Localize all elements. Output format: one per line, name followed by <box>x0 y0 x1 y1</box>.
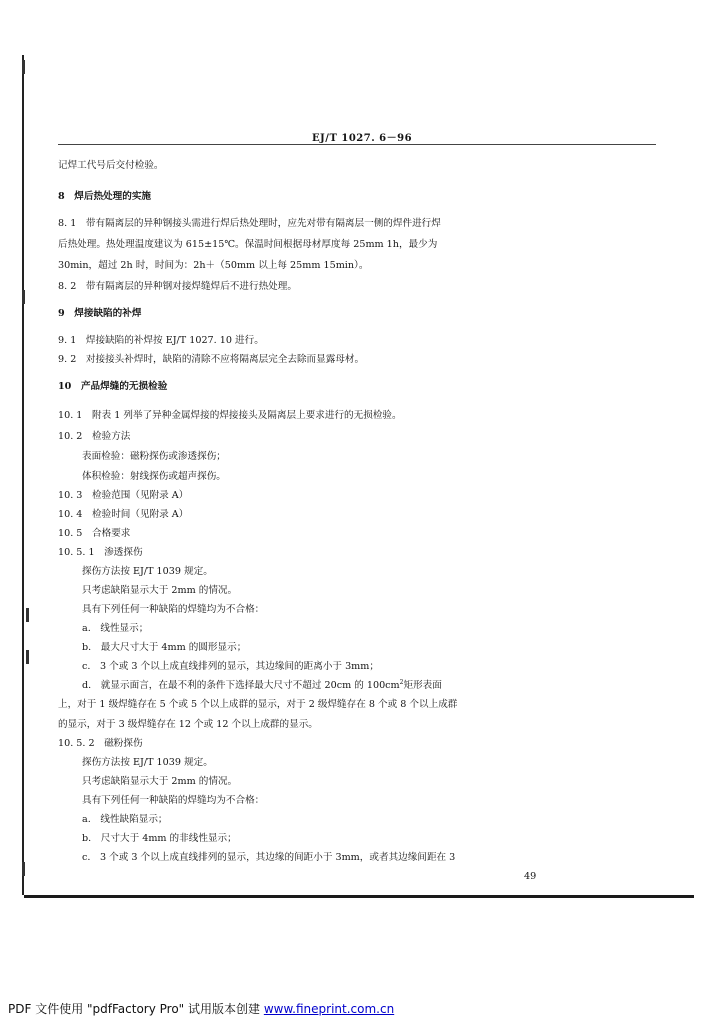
pdf-footer <box>8 1000 394 1017</box>
body-line: 30min，超过 2h 时，时间为：2h＋（50mm 以上每 25mm 15min）。 <box>58 260 369 271</box>
scan-mark <box>26 650 29 664</box>
list-item-b: b. 最大尺寸大于 4mm 的圆形显示； <box>82 642 247 653</box>
footer-link[interactable]: www.fineprint.com.cn <box>263 1002 395 1016</box>
list-item-d-text-end: 矩形表面 <box>403 680 442 691</box>
section-heading-9: 9 焊接缺陷的补焊 <box>58 308 142 319</box>
standard-number: EJ/T 1027. 6－96 <box>311 133 413 144</box>
header-rule <box>58 144 656 145</box>
list-item-d-text: d. 就显示面言，在最不利的条件下选择最大尺寸不超过 20cm 的 100cm <box>82 680 400 691</box>
list-item-c: c. 3 个或 3 个以上成直线排列的显示，其边缘的间距小于 3mm，或者其边缘间距在 3 <box>82 852 456 863</box>
body-line: 10. 4 检验时间（见附录 A） <box>58 509 189 520</box>
scan-mark <box>22 862 25 876</box>
body-line: 10. 1 附表 1 列举了异种金属焊接的焊接接头及隔离层上要求进行的无损检验。 <box>58 410 402 421</box>
body-line: 的显示，对于 3 级焊缝存在 12 个或 12 个以上成群的显示。 <box>58 719 318 730</box>
footer-text: PDF 文件使用 "pdfFactory Pro" 试用版本创建 <box>8 1002 264 1016</box>
body-line: 9. 2 对接接头补焊时，缺陷的清除不应将隔离层完全去除而显露母材。 <box>58 354 365 365</box>
body-line: 10. 3 检验范围（见附录 A） <box>58 490 189 501</box>
list-item-c: c. 3 个或 3 个以上成直线排列的显示，其边缘间的距离小于 3mm； <box>82 661 379 672</box>
body-line: 具有下列任何一种缺陷的焊缝均为不合格： <box>82 604 265 615</box>
body-line: 10. 5 合格要求 <box>58 528 131 539</box>
body-line: 只考虑缺陷显示大于 2mm 的情况。 <box>82 776 238 787</box>
body-line: 只考虑缺陷显示大于 2mm 的情况。 <box>82 585 238 596</box>
body-line: 体积检验：射线探伤或超声探伤。 <box>82 471 226 482</box>
superscript-2: 2 <box>399 678 404 686</box>
page-bottom-edge <box>24 895 694 898</box>
page-left-edge <box>22 55 24 895</box>
body-line: 探伤方法按 EJ/T 1039 规定。 <box>82 566 213 577</box>
body-line: 记焊工代号后交付检验。 <box>58 160 164 171</box>
body-line: 10. 5. 1 渗透探伤 <box>58 547 143 558</box>
body-line: 8. 1 带有隔离层的异种钢接头需进行焊后热处理时，应先对带有隔离层一侧的焊件进行焊 <box>58 218 441 229</box>
body-line: 探伤方法按 EJ/T 1039 规定。 <box>82 757 213 768</box>
list-item-a: a. 线性缺陷显示； <box>82 814 168 825</box>
body-line: 10. 5. 2 磁粉探伤 <box>58 738 143 749</box>
list-item-b: b. 尺寸大于 4mm 的非线性显示； <box>82 833 237 844</box>
section-heading-8: 8 焊后热处理的实施 <box>58 191 152 202</box>
scan-mark <box>22 290 25 304</box>
body-line: 10. 2 检验方法 <box>58 431 131 442</box>
scan-mark <box>22 60 25 74</box>
body-line: 具有下列任何一种缺陷的焊缝均为不合格： <box>82 795 265 806</box>
scan-mark <box>26 608 29 622</box>
body-line: 上，对于 1 级焊缝存在 5 个或 5 个以上成群的显示，对于 2 级焊缝存在 8 个或 8 个以上成群 <box>58 699 458 710</box>
body-line: 后热处理。热处理温度建议为 615±15℃。保温时间根据母材厚度每 25mm 1h，最少为 <box>58 239 438 250</box>
list-item-d <box>82 679 442 692</box>
page-number: 49 <box>524 871 537 882</box>
body-line: 表面检验：磁粉探伤或渗透探伤； <box>82 451 226 462</box>
body-line: 9. 1 焊接缺陷的补焊按 EJ/T 1027. 10 进行。 <box>58 335 264 346</box>
section-heading-10: 10 产品焊缝的无损检验 <box>58 381 168 392</box>
list-item-a: a. 线性显示； <box>82 623 149 634</box>
body-line: 8. 2 带有隔离层的异种钢对接焊缝焊后不进行热处理。 <box>58 281 297 292</box>
